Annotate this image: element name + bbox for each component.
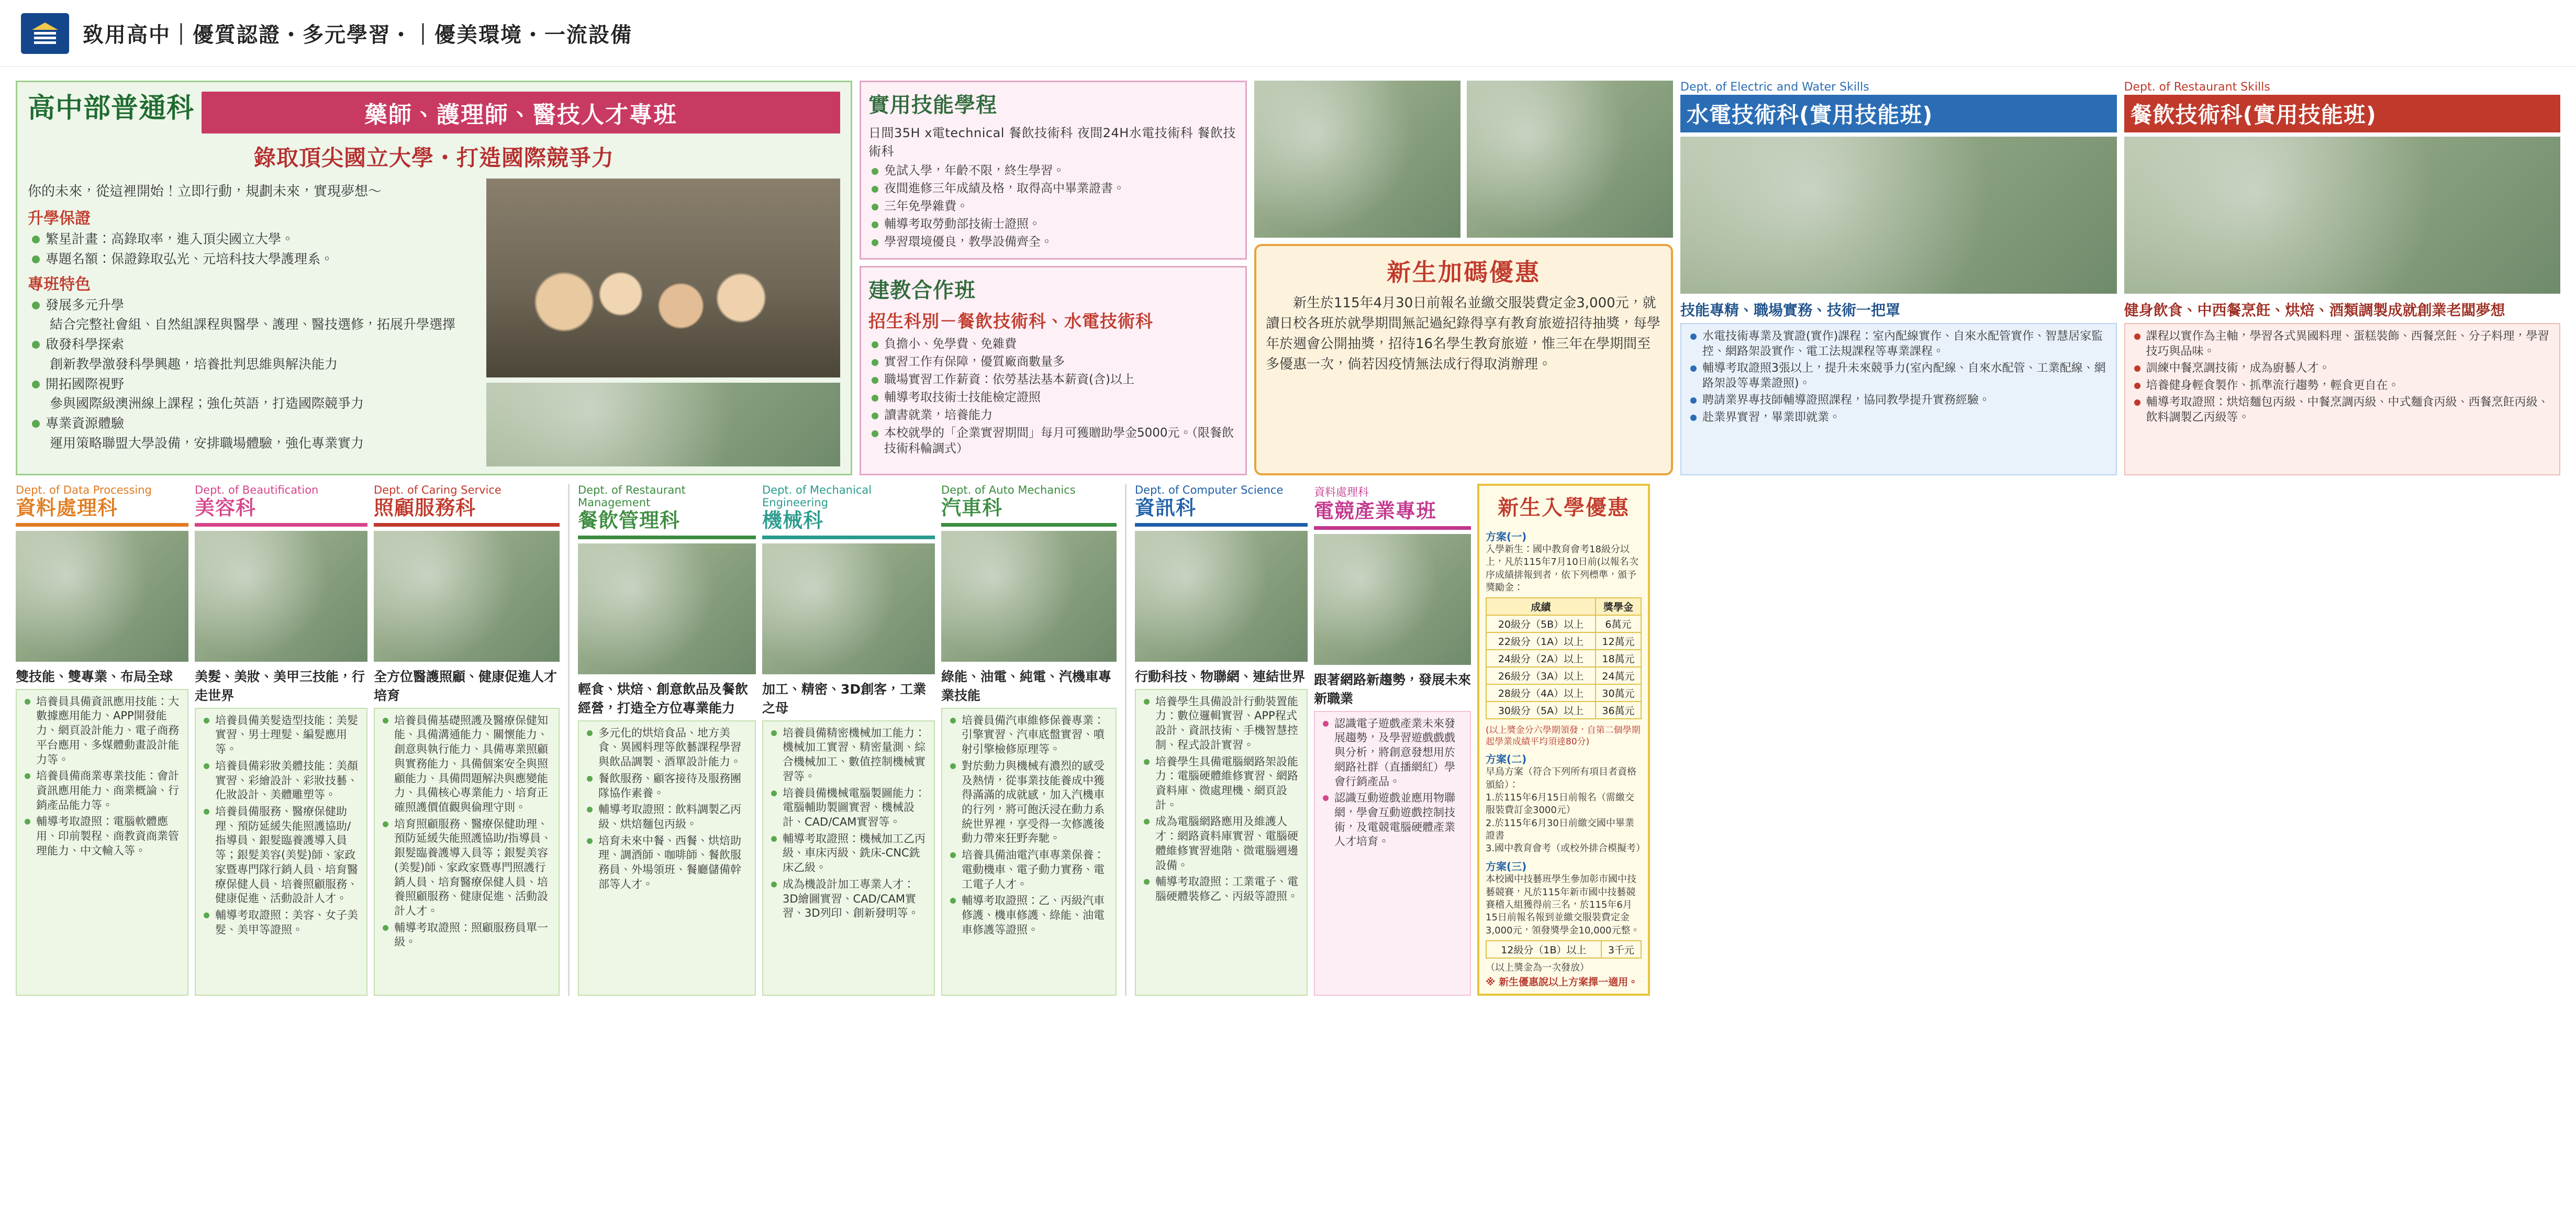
dept-detail-box <box>1680 323 2117 475</box>
cell-award: 12萬元 <box>1596 632 1641 650</box>
highschool-group2-list <box>28 296 478 452</box>
table-row <box>1486 941 1641 958</box>
list-item: 赴業界實習，畢業即就業。 <box>1688 410 2110 426</box>
list-item: 實習工作有保障，優質廠商數量多 <box>868 354 1238 370</box>
promo-section <box>1254 81 1673 475</box>
dept-feature-list <box>381 714 553 950</box>
dept-feature-list <box>2132 329 2553 426</box>
dept-tagline: 行動科技、物聯網、連結世界 <box>1135 669 1306 684</box>
list-item: 職場實習工作薪資：依勞基法基本薪資(含)以上 <box>868 372 1238 388</box>
photo-beauty-class <box>195 531 367 662</box>
admission-plan3-title: 方案(三) <box>1486 860 1527 873</box>
highschool-photo-column <box>486 179 840 466</box>
dept-detail-box <box>1314 711 1471 996</box>
dept-rule <box>195 523 367 527</box>
admission-plan2-item: 2.於115年6月30日前繳交國中畢業證書 <box>1486 817 1634 841</box>
cell-score: 12級分（1B）以上 <box>1486 941 1601 958</box>
dept-tagline: 健身飲食、中西餐烹飪、烘焙、酒類調製成就創業老闆夢想 <box>2124 302 2505 319</box>
highschool-group1-title: 升學保證 <box>28 209 91 228</box>
list-item: 水電技術專業及實證(實作)課程：室內配線實作、自來水配管實作、智慧居家監控、網路架設實作、電工法規課程等專業課程。 <box>1688 329 2110 359</box>
list-item: 培養員備商業專業技能：會計資訊應用能力、商業概論、行銷產品能力等。 <box>23 769 182 813</box>
dept-eyebrow: Dept. of Electric and Water Skills <box>1680 81 1869 94</box>
list-item: 輔導考取證照：照顧服務員單一級。 <box>381 921 553 950</box>
list-item: 輔導考取技術士技能檢定證照 <box>868 390 1238 406</box>
dept-tagline: 綠能、油電、純電、汽機車專業技能 <box>941 669 1112 703</box>
table-row <box>1486 667 1641 684</box>
photo-caring-service-class <box>374 531 560 662</box>
dept-feature-list <box>202 714 361 938</box>
dept-tagline: 雙技能、雙專業、布局全球 <box>16 669 173 684</box>
list-item: 培養員備汽車維修保養專業：引擎實習、汽車底盤實習、噴射引擎檢修原理等。 <box>948 714 1110 757</box>
highschool-text-column <box>28 179 478 466</box>
coop-program-list <box>868 337 1238 457</box>
dept-tagline: 技能專精、職場實務、技術一把罩 <box>1680 302 1901 319</box>
cell-award: 6萬元 <box>1596 615 1641 632</box>
cell-score: 26級分（3A）以上 <box>1486 667 1596 684</box>
list-item: 培養員備機械電腦製圖能力：電腦輔助製圖實習、機械設計、CAD/CAM實習等。 <box>769 786 928 830</box>
column-header-score: 成績 <box>1486 598 1596 615</box>
list-item: 培養員備彩妝美體技能：美顏實習、彩繪設計、彩妝技藝、化妝設計、美體雕塑等。 <box>202 759 361 803</box>
highschool-badge: 藥師、護理師、醫技人才專班 <box>202 92 840 133</box>
highschool-group2-title: 專班特色 <box>28 275 91 294</box>
highschool-section <box>16 81 852 475</box>
coop-program-subtitle: 招生科別－餐飲技術科、水電技術科 <box>868 311 1153 332</box>
dept-feature-list <box>769 726 928 921</box>
photo-electric-water-service <box>1680 137 2117 294</box>
promo-title: 新生加碼優惠 <box>1387 258 1541 286</box>
skill-program-title: 實用技能學程 <box>868 93 997 117</box>
photo-students-group <box>486 179 840 377</box>
dept-name: 餐飲管理科 <box>578 509 681 532</box>
dept-eyebrow: Dept. of Mechanical Engineering <box>762 484 872 509</box>
cell-score: 24級分（2A）以上 <box>1486 650 1596 667</box>
dept-eyebrow: 資料處理科 <box>1314 486 1369 498</box>
photo-computer-science-class <box>1135 531 1308 662</box>
admission-plan1-text: 入學新生：國中教育會考18級分以上，凡於115年7月10日前(以報名次序成績排報到者，依下列標準，頒予獎勵金： <box>1486 544 1638 593</box>
dept-detail-box <box>374 708 560 996</box>
list-item: 輔導考取證照：機械加工乙丙級、車床丙級、銑床-CNC銑床乙級。 <box>769 832 928 875</box>
list-item: 認識互動遊戲並應用物聯網，學會互動遊戲控制技術，及電競電腦硬體產業人才培育。 <box>1321 791 1464 849</box>
dept-eyebrow: Dept. of Restaurant Management <box>578 484 686 509</box>
top-brand-bar <box>0 0 2576 67</box>
list-item: 成為電腦網路應用及維護人才：網路資料庫實習、電腦硬體維修實習進階、微電腦週邊設備。 <box>1142 815 1301 873</box>
dept-rule <box>16 523 188 527</box>
dept-feature-list <box>1688 329 2110 426</box>
dept-card-electric-water <box>1680 81 2117 475</box>
dept-name: 美容科 <box>195 496 257 519</box>
cell-award: 24萬元 <box>1596 667 1641 684</box>
dept-name: 資料處理科 <box>16 496 118 519</box>
skill-program-hours: 日間35H x電technical 餐飲技術科 夜間24H水電技術科 餐飲技術科 <box>868 126 1236 159</box>
table-row <box>1486 684 1641 702</box>
list-item: 本校就學的「企業實習期間」每月可獲贈助學金5000元。（限餐飲技術科輪調式） <box>868 426 1238 457</box>
photo-esports-class <box>1314 534 1471 665</box>
dept-card-caring-service <box>374 484 560 996</box>
dept-feature-list <box>585 726 749 892</box>
departments-row <box>0 475 2576 1001</box>
list-item: 輔導考取證照3張以上，提升未來競爭力(室內配線、自來水配管、工業配線、網路架設等專業證照)。 <box>1688 361 2110 391</box>
cell-award: 18萬元 <box>1596 650 1641 667</box>
list-item: 培養健身輕食製作、抓準流行趨勢，輕食更自在。 <box>2132 379 2553 394</box>
top-content-row <box>0 67 2576 475</box>
table-row <box>1486 650 1641 667</box>
highschool-body <box>28 179 840 466</box>
list-item: 培養學生具備設計行動裝置能力：數位邏輯實習、APP程式設計、資訊技術、手機智慧控制、程式設計實習。 <box>1142 695 1301 753</box>
list-item: 培養員備服務、醫療保健助理、預防延緩失能照護協助/指導員、銀髮臨養護導入員等；銀髮美容(美髮)師、家政家暨專門隊行銷人員、培育醫療保健人員、培養照顧服務、健康促進、活動設計人才。 <box>202 805 361 906</box>
dept-name: 資訊科 <box>1135 496 1197 519</box>
list-item: 輔導考取證照：電腦軟體應用、印前製程、商教資商業管理能力、中文輸入等。 <box>23 815 182 858</box>
highschool-lead: 你的未來，從這裡開始！立即行動，規劃未來，實現夢想～ <box>28 184 382 199</box>
dept-tagline: 美髮、美妝、美甲三技能，行走世界 <box>195 669 365 703</box>
list-item: 培養學生具備電腦網路架設能力：電腦硬體維修實習、網路資料庫、微處理機、網頁設計。 <box>1142 755 1301 813</box>
list-item: 聘請業界專技師輔導證照課程，協同教學提升實務經驗。 <box>1688 393 2110 408</box>
list-item: 輔導考取證照：飲料調製乙丙級、烘焙麵包丙級。 <box>585 803 749 831</box>
admission-plan2-item: 3.國中教育會考（或校外排合模擬考） <box>1486 843 1646 854</box>
cell-award: 30萬元 <box>1596 684 1641 702</box>
list-item: 啟發科學探索 <box>28 336 478 353</box>
dept-card-esports <box>1314 484 1471 996</box>
dept-card-restaurant-management <box>578 484 756 996</box>
dept-detail-box <box>762 720 935 996</box>
dept-name: 電競產業專班 <box>1314 499 1437 522</box>
dept-feature-list <box>1142 695 1301 904</box>
list-item: 輔導考取勞動部技術士證照。 <box>868 217 1238 232</box>
photo-auto-mechanics-class <box>941 531 1117 662</box>
dept-rule <box>374 523 560 527</box>
table-row <box>1486 702 1641 719</box>
list-item: 輔導考取證照：工業電子、電腦硬體裝修乙、丙級等證照。 <box>1142 875 1301 904</box>
divider <box>1125 484 1127 996</box>
cell-score: 20級分（5B）以上 <box>1486 615 1596 632</box>
list-item: 培養員備基礎照護及醫療保健知能、具備溝通能力、關懷能力、創意與執行能力、具備專業照顧與實務能力、具備個案安全與照顧能力、具備問題解決與應變能力、具備核心專業能力、培育正確照護價值觀與倫理守則。 <box>381 714 553 815</box>
list-item: 三年免學雜費。 <box>868 199 1238 215</box>
column-header-award: 獎學金 <box>1596 598 1641 615</box>
dept-eyebrow: Dept. of Computer Science <box>1135 484 1284 496</box>
table-row <box>1486 615 1641 632</box>
highschool-header <box>28 92 840 133</box>
list-item: 輔導考取證照：美容、女子美髮、美甲等證照。 <box>202 908 361 937</box>
list-item: 多元化的烘焙食品、地方美食、異國料理等飲藝課程學習與飲品調製、酒單設計能力。 <box>585 726 749 770</box>
list-item: 課程以實作為主軸，學習各式異國料理、蛋糕裝飾、西餐烹飪、分子料理，學習技巧與品味。 <box>2132 329 2553 359</box>
promo-body: 新生於115年4月30日前報名並繳交服裝費定金3,000元，就讀日校各班於就學期間無記過紀錄得享有教育旅遊招待抽獎，每學年於週會公開抽獎，招待16名學生教育旅遊，惟三年在學期間至多優惠一次，倘若因疫情無法成行得取消辦理。 <box>1266 295 1661 372</box>
list-item: 發展多元升學 <box>28 296 478 314</box>
admission-plan2-text: 早鳥方案（符合下列所有項目者資格頒給）： <box>1486 766 1636 791</box>
list-item-detail: 創新教學激發科學興趣，培養批判思維與解決能力 <box>50 356 338 372</box>
photo-campus-activity <box>486 383 840 466</box>
list-item: 訓練中餐烹調技術，成為廚藝人才。 <box>2132 361 2553 376</box>
dept-card-data-processing <box>16 484 188 996</box>
admission-plan3-text: 本校國中技藝班學生參加彰市國中技藝競賽，凡於115年新市國中技藝競賽稽入組獲得前三名，於115年6月15日前報名報到並繳交服裝費定金3,000元，領發獎學金10,000元整。 <box>1486 874 1640 936</box>
skill-depts-section <box>1680 81 2560 475</box>
cell-score: 28級分（4A）以上 <box>1486 684 1596 702</box>
photo-restaurant-kitchen <box>2124 137 2561 294</box>
cell-score: 22級分（1A）以上 <box>1486 632 1596 650</box>
admission-scholarship-table-2 <box>1486 940 1642 959</box>
list-item-detail: 結合完整社會組、自然組課程與醫學、護理、醫技選修，拓展升學選擇 <box>50 317 456 332</box>
highschool-subtitle: 錄取頂尖國立大學・打造國際競爭力 <box>253 145 614 171</box>
school-logo-icon <box>21 13 69 54</box>
list-item: 餐飲服務、顧客接待及服務團隊協作素養。 <box>585 772 749 800</box>
list-item: 開拓國際視野 <box>28 375 478 393</box>
dept-name: 照顧服務科 <box>374 496 476 519</box>
dept-detail-box <box>941 708 1117 996</box>
dept-rule <box>941 523 1117 527</box>
coop-program-card <box>860 266 1247 475</box>
admission-plan2-title: 方案(二) <box>1486 753 1527 766</box>
list-item: 專題名額：保證錄取弘光、元培科技大學護理系。 <box>28 250 478 268</box>
dept-detail-box <box>2124 323 2561 475</box>
admission-title: 新生入學優惠 <box>1498 496 1630 520</box>
skill-program-section <box>860 81 1247 475</box>
brand-slogan: 致用高中｜優質認證・多元學習・｜優美環境・一流設備 <box>83 23 632 47</box>
table-row <box>1486 632 1641 650</box>
list-item: 輔導考取證照：乙、丙級汽車修護、機車修護、綠能、油電車修護等證照。 <box>948 894 1110 937</box>
list-item: 對於動力與機械有濃烈的感受及熱情，從事業技能養成中獲得滿滿的成就感，加入汽機車的行列，將可飽沃浸在動力系統世界裡，享受得一次修護後動力帶來狂野奔馳。 <box>948 759 1110 846</box>
dept-eyebrow: Dept. of Caring Service <box>374 484 501 496</box>
dept-rule <box>1314 526 1471 530</box>
dept-card-beautification <box>195 484 367 996</box>
list-item: 免試入學，年齡不限，終生學習。 <box>868 163 1238 179</box>
photo-restaurant-management-class <box>578 543 756 674</box>
list-item-detail: 參與國際級澳洲線上課程；強化英語，打造國際競爭力 <box>50 396 364 411</box>
dept-eyebrow: Dept. of Auto Mechanics <box>941 484 1076 496</box>
list-item: 成為機設計加工專業人才：3D繪圖實習、CAD/CAM實習、3D列印、創新發明等。 <box>769 877 928 921</box>
dept-rule <box>762 536 935 539</box>
photo-data-processing-class <box>16 531 188 662</box>
dept-name: 汽車科 <box>941 496 1003 519</box>
dept-rule <box>578 536 756 539</box>
cell-award: 36萬元 <box>1596 702 1641 719</box>
dept-tagline: 輕食、烘焙、創意飲品及餐飲經營，打造全方位專業能力 <box>578 681 749 716</box>
dept-tagline: 全方位醫護照顧、健康促進人才培育 <box>374 669 557 703</box>
divider <box>568 484 570 996</box>
list-item: 輔導考取證照：烘焙麵包丙級、中餐烹調丙級、中式麵食丙級、西餐烹飪丙級、飲料調製乙丙級等。 <box>2132 395 2553 425</box>
dept-tagline: 加工、精密、3D創客，工業之母 <box>762 681 927 716</box>
admission-table2-note: （以上獎金為一次發放） <box>1486 962 1589 973</box>
skill-program-card <box>860 81 1247 260</box>
list-item: 繁星計畫：高錄取率，進入頂尖國立大學。 <box>28 230 478 248</box>
photo-mechanical-class <box>762 543 935 674</box>
list-item: 負擔小、免學費、免雜費 <box>868 337 1238 352</box>
list-item: 認識電子遊戲產業未來發展趨勢，及學習遊戲戲戲與分析，將創意發想用於網路社群（直播網紅）學會行銷產品。 <box>1321 717 1464 789</box>
dept-card-computer-science <box>1135 484 1308 996</box>
dept-eyebrow: Dept. of Beautification <box>195 484 319 496</box>
admission-scholarship-panel <box>1477 484 1650 996</box>
list-item: 讀書就業，培養能力 <box>868 408 1238 424</box>
dept-detail-box <box>1135 689 1308 996</box>
photo-electric-training <box>1467 81 1673 238</box>
dept-card-mechanical <box>762 484 935 996</box>
admission-plan1-title: 方案(一) <box>1486 530 1527 543</box>
dept-tagline: 跟著網路新趨勢，發展未來新職業 <box>1314 672 1471 706</box>
list-item: 培育未來中餐、西餐、烘焙助理、調酒師、咖啡師、餐飲服務員、外場領班、餐廳儲備幹部等人才。 <box>585 834 749 892</box>
dept-name: 水電技術科(實用技能班) <box>1680 95 2117 132</box>
promo-photo-row <box>1254 81 1673 238</box>
list-item-detail: 運用策略聯盟大學設備，安排職場體驗，強化專業實力 <box>50 435 364 451</box>
list-item: 培養員具備資訊應用技能：大數據應用能力、APP開發能力、網頁設計能力、電子商務平台應用、多媒體動畫設計能力等。 <box>23 695 182 767</box>
dept-feature-list <box>948 714 1110 938</box>
admission-scholarship-table <box>1486 597 1642 719</box>
highschool-title: 高中部普通科 <box>28 93 195 124</box>
photo-restaurant-training <box>1254 81 1460 238</box>
admission-plan2-item: 1.於115年6月15日前報名（需繳交服裝費訂金3000元） <box>1486 792 1634 816</box>
list-item: 培養員備美髮造型技能：美髮實習、男士理髮、編髮應用等。 <box>202 714 361 757</box>
list-item: 夜間進修三年成績及格，取得高中畢業證書。 <box>868 181 1238 197</box>
admission-final-note: ※ 新生優惠說以上方案擇一適用。 <box>1486 976 1638 988</box>
dept-feature-list <box>23 695 182 859</box>
dept-detail-box <box>195 708 367 996</box>
table-header-row <box>1486 598 1641 615</box>
list-item: 培養員備精密機械加工能力：機械加工實習、精密量測、綜合機械加工、數值控制機械實習等。 <box>769 726 928 784</box>
dept-detail-box <box>16 689 188 996</box>
dept-card-restaurant-skills <box>2124 81 2561 475</box>
dept-name: 機械科 <box>762 509 824 532</box>
dept-feature-list <box>1321 717 1464 849</box>
dept-name: 餐飲技術科(實用技能班) <box>2124 95 2561 132</box>
dept-eyebrow: Dept. of Data Processing <box>16 484 152 496</box>
dept-card-auto-mechanics <box>941 484 1117 996</box>
cell-score: 30級分（5A）以上 <box>1486 702 1596 719</box>
dept-rule <box>1135 523 1308 527</box>
skill-program-list <box>868 163 1238 250</box>
list-item: 培育照顧服務、醫療保健助理、預防延緩失能照護協助/指導員、銀髮臨養護導入員等；銀髮美容(美髮)師、家政家暨專門照護行銷人員、培育醫療保健人員、培養照顧服務、健康促進、活動設計人才。 <box>381 817 553 919</box>
list-item: 專業資源體驗 <box>28 415 478 432</box>
coop-program-title: 建教合作班 <box>868 279 976 303</box>
list-item: 培養具備油電汽車專業保養：電動機車、電子動力實務、電工電子人才。 <box>948 848 1110 892</box>
list-item: 學習環境優良，教學設備齊全。 <box>868 235 1238 250</box>
dept-detail-box <box>578 720 756 996</box>
dept-eyebrow: Dept. of Restaurant Skills <box>2124 81 2270 94</box>
promo-card <box>1254 244 1673 475</box>
cell-award: 3千元 <box>1601 941 1641 958</box>
admission-table-note: (以上獎金分六學期領發，自第二個學期起學業成績平均須達80分) <box>1486 725 1641 748</box>
highschool-group1-list <box>28 230 478 268</box>
